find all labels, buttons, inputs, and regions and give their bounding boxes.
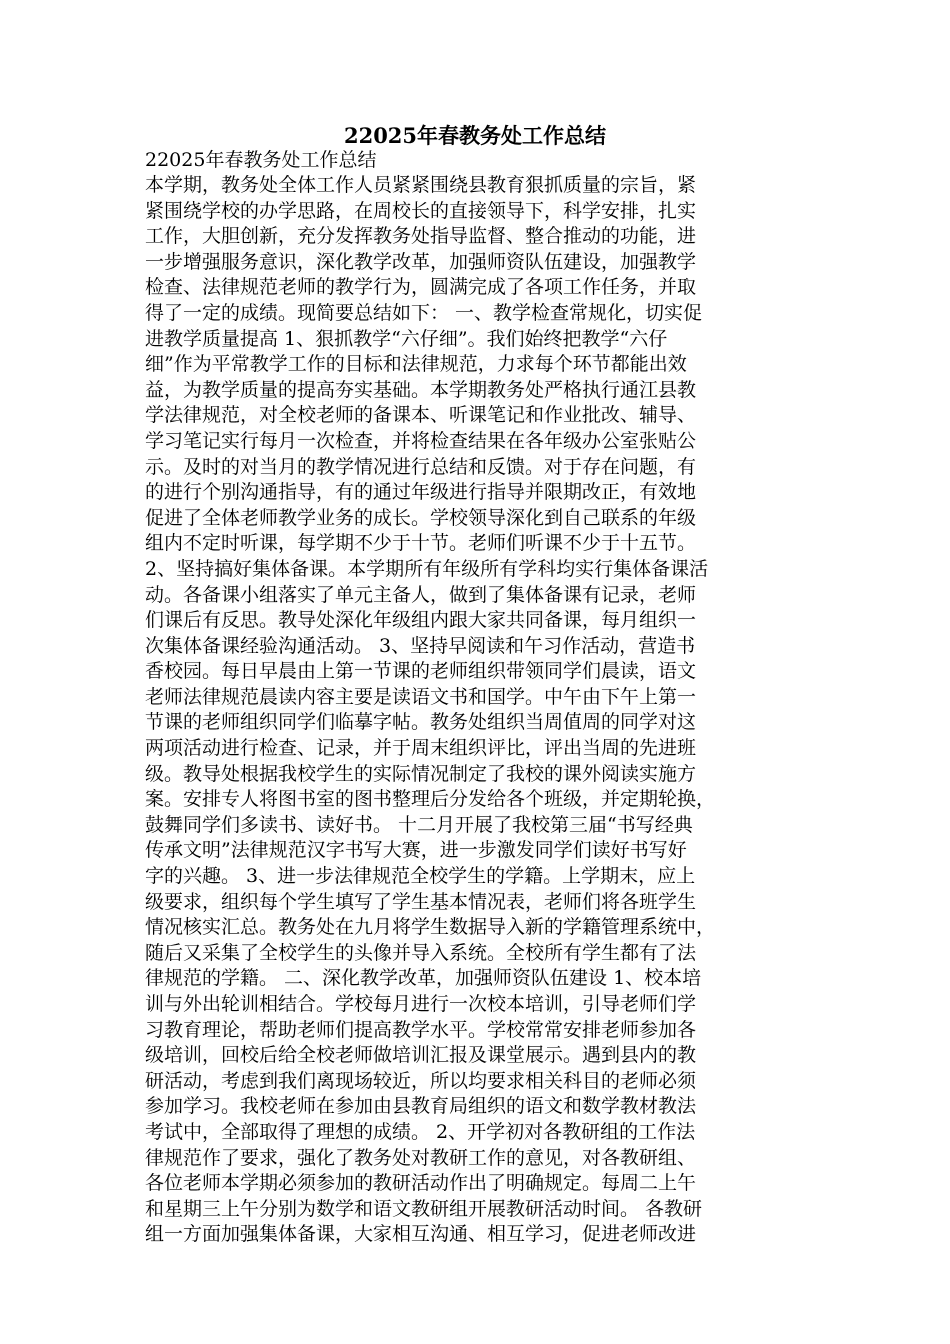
- body-text-line: 学法律规范，对全校老师的备课本、听课笔记和作业批改、辅导、: [145, 404, 697, 427]
- body-text-line: 紧围绕学校的办学思路，在周校长的直接领导下，科学安排，扎实: [145, 199, 697, 222]
- body-text-line: 律规范的学籍。 二、深化教学改革，加强师资队伍建设 1、校本培: [145, 967, 702, 990]
- body-text-line: 得了一定的成绩。现简要总结如下： 一、教学检查常规化，切实促: [145, 301, 703, 324]
- body-text-line: 案。安排专人将图书室的图书整理后分发给各个班级，并定期轮换，: [145, 788, 716, 811]
- body-text-line: 组一方面加强集体备课，大家相互沟通、相互学习，促进老师改进: [145, 1223, 697, 1246]
- body-text-line: 节课的老师组织同学们临摹字帖。教务处组织当周值周的同学对这: [145, 711, 697, 734]
- body-text-line: 习教育理论，帮助老师们提高教学水平。学校常常安排老师参加各: [145, 1018, 697, 1041]
- document-title: 22025年春教务处工作总结: [343, 123, 607, 148]
- document-body: [145, 173, 807, 1248]
- body-text-line: 训与外出轮训相结合。学校每月进行一次校本培训，引导老师们学: [145, 993, 697, 1015]
- body-text-line: 香校园。每日早晨由上第一节课的老师组织带领同学们晨读，语文: [145, 660, 697, 683]
- body-text-line: 研活动，考虑到我们离现场较近，所以均要求相关科目的老师必须: [145, 1069, 697, 1092]
- body-text-line: 本学期，教务处全体工作人员紧紧围绕县教育狠抓质量的宗旨，紧: [145, 174, 697, 196]
- body-text-line: 参加学习。我校老师在参加由县教育局组织的语文和数学教材教法: [145, 1095, 697, 1118]
- body-text-line: 工作，大胆创新，充分发挥教务处指导监督、整合推动的功能，进: [145, 225, 697, 248]
- body-text-line: 各位老师本学期必须参加的教研活动作出了明确规定。每周二上午: [145, 1172, 697, 1195]
- body-text-line: 学习笔记实行每月一次检查，并将检查结果在各年级办公室张贴公: [145, 429, 697, 452]
- body-text-line: 次集体备课经验沟通活动。 3、坚持早阅读和午习作活动，营造书: [145, 634, 696, 657]
- body-text-line: 随后又采集了全校学生的头像并导入系统。全校所有学生都有了法: [145, 941, 697, 964]
- document-subtitle: 22025年春教务处工作总结: [145, 149, 377, 171]
- body-text-line: 字的兴趣。 3、进一步法律规范全校学生的学籍。上学期末，应上: [145, 865, 696, 888]
- body-text-line: 动。各备课小组落实了单元主备人，做到了集体备课有记录，老师: [145, 583, 697, 606]
- body-text-line: 传承文明”法律规范汉字书写大赛，进一步激发同学们读好书写好: [145, 839, 687, 862]
- body-text-line: 级培训，回校后给全校老师做培训汇报及课堂展示。遇到县内的教: [145, 1044, 697, 1067]
- body-text-line: 益，为教学质量的提高夯实基础。本学期教务处严格执行通江县教: [145, 378, 697, 401]
- body-text-line: 一步增强服务意识，深化教学改革，加强师资队伍建设，加强教学: [145, 250, 697, 273]
- body-text-line: 细”作为平常教学工作的目标和法律规范，力求每个环节都能出效: [145, 353, 687, 376]
- body-text-line: 示。及时的对当月的教学情况进行总结和反馈。对于存在问题，有: [145, 455, 697, 478]
- body-text-line: 的进行个别沟通指导，有的通过年级进行指导并限期改正，有效地: [145, 481, 697, 504]
- body-text-line: 两项活动进行检查、记录，并于周末组织评比，评出当周的先进班: [145, 737, 697, 760]
- body-text-line: 老师法律规范晨读内容主要是读语文书和国学。中午由下午上第一: [145, 685, 697, 708]
- body-text-line: 和星期三上午分别为数学和语文教研组开展教研活动时间。 各教研: [145, 1197, 703, 1220]
- body-text-line: 情况核实汇总。教务处在九月将学生数据导入新的学籍管理系统中，: [145, 916, 716, 939]
- body-text-line: 检查、法律规范老师的教学行为，圆满完成了各项工作任务，并取: [145, 276, 697, 299]
- body-text-line: 级要求，组织每个学生填写了学生基本情况表，老师们将各班学生: [145, 890, 697, 913]
- body-text-line: 鼓舞同学们多读书、读好书。 十二月开展了我校第三届“书写经典: [145, 813, 693, 836]
- body-text-line: 们课后有反思。教导处深化年级组内跟大家共同备课，每月组织一: [145, 609, 697, 632]
- body-text-line: 律规范作了要求，强化了教务处对教研工作的意见，对各教研组、: [145, 1146, 697, 1169]
- body-text-line: 考试中，全部取得了理想的成绩。 2、开学初对各教研组的工作法: [145, 1120, 696, 1143]
- body-text-line: 促进了全体老师教学业务的成长。学校领导深化到自己联系的年级: [145, 506, 697, 529]
- body-text-line: 组内不定时听课，每学期不少于十节。老师们听课不少于十五节。: [145, 532, 697, 555]
- body-text-line: 2、坚持搞好集体备课。本学期所有年级所有学科均实行集体备课活: [145, 557, 709, 580]
- body-text-line: 进教学质量提高 1、狠抓教学“六仔细”。我们始终把教学“六仔: [145, 327, 668, 350]
- body-text-line: 级。教导处根据我校学生的实际情况制定了我校的课外阅读实施方: [145, 762, 697, 785]
